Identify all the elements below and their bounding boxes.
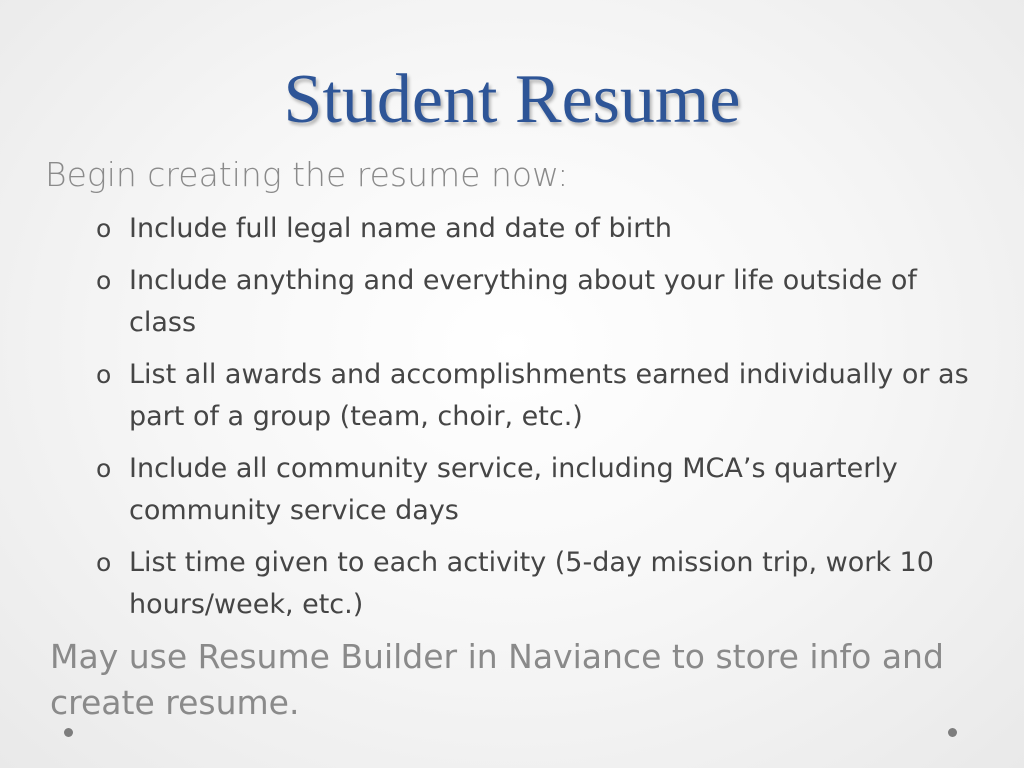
bullet-text: List time given to each activity (5-day mission trip, work 10 hours/week, etc.) (129, 547, 934, 620)
bullet-text: Include anything and everything about your life outside of class (129, 265, 917, 338)
bullet-marker-icon: o (96, 360, 112, 389)
footer-note: May use Resume Builder in Naviance to store info and create resume. (50, 637, 944, 722)
slide-title: Student Resume (283, 61, 741, 138)
bullet-item (96, 542, 986, 626)
bullet-text: Include all community service, including MCA’s quarterly community service days (129, 453, 898, 526)
bullet-list (96, 208, 986, 636)
bullet-item (96, 448, 986, 532)
intro-text: Begin creating the resume now: (45, 155, 569, 194)
bullet-marker-icon: o (96, 266, 112, 295)
bullet-text: Include full legal name and date of birth (129, 213, 672, 244)
bullet-item (96, 208, 986, 250)
bullet-marker-icon: o (96, 548, 112, 577)
bullet-text: List all awards and accomplishments earned individually or as part of a group (team, choir, etc.) (129, 359, 969, 432)
bullet-item (96, 354, 986, 438)
bullet-marker-icon: o (96, 214, 112, 243)
decorative-dot-icon (64, 728, 73, 737)
decorative-dot-icon (948, 728, 957, 737)
bullet-item (96, 260, 986, 344)
bullet-marker-icon: o (96, 454, 112, 483)
